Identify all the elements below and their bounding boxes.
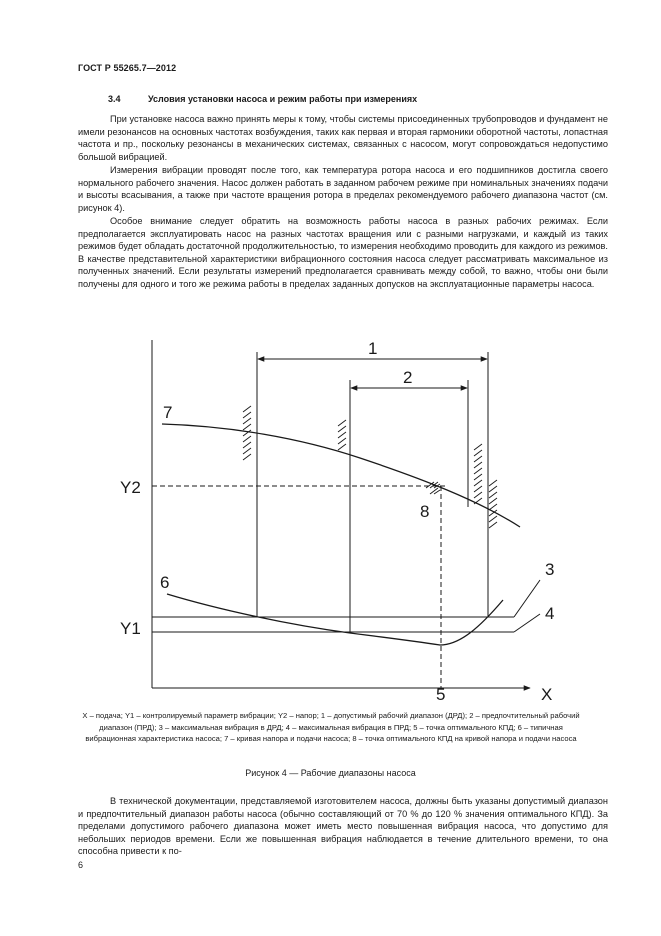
label-y2: Y2 [120,478,141,497]
head-flow-curve [162,424,520,527]
label-range1: 1 [368,339,378,358]
page-number: 6 [78,860,84,870]
figure-caption: X – подача; Y1 – контролируемый параметр вибрации; Y2 – напор; 1 – допустимый рабочий диапазон (ДРД); 2 – предпочтительный рабочий диапазон (ПРД); 3 – максимальная вибрация в ДРД; 4 – максимальная вибрация в ПРД; 5 – точка оптимального КПД; 6 – типичная вибрационная характеристика насоса; 7 – кривая напора и подачи насоса; 8 – точка оптимального КПД на кривой напора и подачи насоса [82,711,580,743]
paragraph-installation: При установке насоса важно принять меры к тому, чтобы системы присоединенных трубопроводов и фундамент не имели резонансов на основных частотах возбуждения, таких как первая и вторая гармоники оборотной частоты, лопастная частота и пр., поскольку резонансы в механических системах, связанных с насосом, могут сопровождаться недопустимо большой вибрацией. [78,114,608,162]
label-point8: 8 [420,502,430,521]
label-curve7: 7 [163,403,173,422]
label-range2: 2 [403,368,413,387]
paragraph-documentation: В технической документации, представляемой изготовителем насоса, должны быть указаны допустимый диапазон и предпочтительный диапазон работы насоса (обычно составляющий от 70 % до 120 % значения оптимального КПД). За пределами допустимого рабочего диапазона может иметь место повышенная вибрация насоса, что допустимо для небольших периодов времени. Если же повышенная вибрация наблюдается в течение длительного времени, то она способна привести к по- [78,796,608,856]
label-line3: 3 [545,560,555,579]
label-y1: Y1 [120,619,141,638]
label-line4: 4 [545,604,555,623]
leader-4 [514,614,540,632]
operating-ranges-figure [0,330,661,705]
section-number: 3.4 [108,94,121,104]
hatch-marks [243,406,497,528]
paragraph-measurement-conditions: Измерения вибрации проводят после того, как температура ротора насоса и его подшипников достигла своего нормального рабочего значения. Насос должен работать в заданном рабочем режиме при номинальных значениях подачи и высоты всасывания, а также при частоте вращения ротора в пределах рекомендуемого рабочего диапазона частот (см. рисунок 4). [78,165,608,213]
paragraph-operating-modes: Особое внимание следует обратить на возможность работы насоса в разных рабочих режимах. Если предполагается эксплуатировать насос на разных частотах вращения или с разными нагрузками, и каждый из таких режимов будет обладать достаточной продолжительностью, то измерения необходимо проводить для каждого из режимов. В качестве представительной характеристики вибрационного состояния насоса следует рассматривать максимальное из полученных значений. Если результаты измерений предполагается сравнивать между собой, то важно, чтобы они были получены для одного и того же режима работы в пределах заданных допусков на эксплуатационные параметры насоса. [78,216,608,289]
leader-3 [514,580,540,617]
vibration-curve [167,594,503,645]
document-header: ГОСТ Р 55265.7—2012 [78,63,177,73]
label-point5: 5 [436,685,446,704]
label-x-axis: X [541,685,553,704]
section-title: Условия установки насоса и режим работы при измерениях [148,94,418,104]
label-curve6: 6 [160,573,170,592]
figure-title: Рисунок 4 — Рабочие диапазоны насоса [245,768,416,778]
